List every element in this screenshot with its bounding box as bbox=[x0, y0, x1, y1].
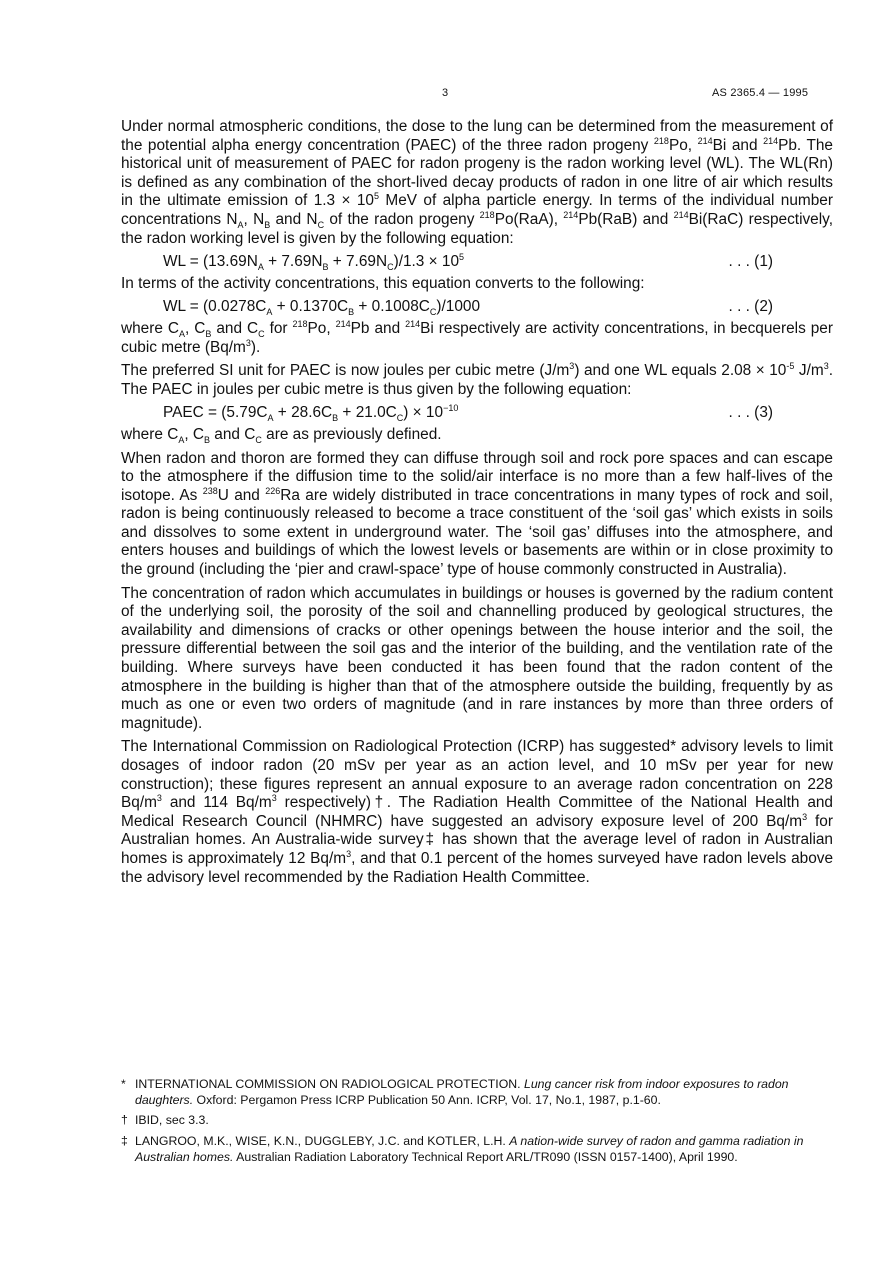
equation-1-body: WL = $(13.69N_A + 7.69N_B + 7.69N_C)/1.3 \times 10^5$ bbox=[163, 252, 465, 273]
paragraph-accumulation: The concentration of radon which accumulates in buildings or houses is governed by the radium content of the underlying soil, the porosity of the soil and channelling produced by geological structures, the availability and dimensions of cracks or other openings between the house interior and the soil, the pressure differential between the soil gas and the interior of the building, and the ventilation rate of the building. Where surveys have been conducted it has been found that the radon content of the atmosphere in the building is higher than that of the atmosphere outside the building, frequently by as much as one or even two orders of magnitude (and in rare instances by more than three orders of magnitude). bbox=[121, 584, 833, 732]
footnotes bbox=[121, 1076, 821, 1169]
paragraph-where-1: where $C_A$, $C_B$ and $C_C$ for $^{218}$Po, $^{214}$Pb and $^{214}$Bi respectively are activity concentrations, in becquerels per cubic metre $(Bq/m^3)$. bbox=[121, 318, 833, 356]
paragraph-icrp: The International Commission on Radiological Protection (ICRP) has suggested* advisory levels to limit dosages of indoor radon (20 mSv per year as an action level, and 10 mSv per year for new construction); these figures represent an annual exposure to an average radon concentration on 228 $Bq/m^3$ and 114 $Bq/m^3$ respectively)†. The Radiation Health Committee of the National Health and Medical Research Council (NHMRC) have suggested an advisory exposure level of 200 $Bq/m^3$ for Australian homes. An Australia-wide survey‡ has shown that the average level of radon in Australian homes is approximately 12 $Bq/m^3$, and that 0.1 percent of the homes surveyed have radon levels above the advisory level recommended by the Radiation Health Committee. bbox=[121, 738, 834, 886]
footnote-mark: * bbox=[121, 1077, 126, 1091]
footnote-1 bbox=[121, 1076, 821, 1108]
equation-2 bbox=[121, 298, 833, 317]
footnote-mark: † bbox=[121, 1113, 128, 1128]
footnote-text: IBID, sec 3.3. bbox=[135, 1113, 209, 1128]
equation-2-body: WL = $(0.0278C_A + 0.1370C_B + 0.1008C_C)/1000$ bbox=[163, 298, 481, 318]
standard-number: AS 2365.4 — 1995 bbox=[712, 87, 809, 99]
equation-3-body: PAEC = $(5.79C_A + 28.6C_B + 21.0C_C) \times 10^{-10}$ bbox=[163, 403, 459, 424]
footnote-text: INTERNATIONAL COMMISSION ON RADIOLOGICAL PROTECTION. Lung cancer risk from indoor exposures to radon daughters. Oxford: Pergamon Press ICRP Publication 50 Ann. ICRP, Vol. 17, No.1, 1987, p.1-60. bbox=[135, 1077, 789, 1108]
equation-3-number: . . . (3) bbox=[728, 404, 773, 422]
equation-1-number: . . . (1) bbox=[728, 253, 773, 271]
equation-2-number: . . . (2) bbox=[728, 298, 773, 316]
paragraph-diffusion: When radon and thoron are formed they can diffuse through soil and rock pore spaces and can escape to the atmosphere if the diffusion time to the solid/air interface is no more than a few half-lives of the isotope. As $^{238}$U and $^{226}$Ra are widely distributed in trace concentrations in many types of rock and soil, radon is being continuously released to become a trace constituent of the ‘soil gas’ which exists in soils and dissolves to some extent in underground water. The ‘soil gas’ diffuses into the atmosphere, and enters houses and buildings of which the lowest levels or basements are within or in close proximity to the ground (including the ‘pier and crawl-space’ type of house commonly constructed in Australia). bbox=[121, 449, 833, 579]
footnote-text: LANGROO, M.K., WISE, K.N., DUGGLEBY, J.C. and KOTLER, L.H. A nation-wide survey of radon and gamma radiation in Australian homes. Australian Radiation Laboratory Technical Report ARL/TR090 (ISSN 0157-1400), April 1990. bbox=[135, 1133, 804, 1164]
equation-1 bbox=[121, 253, 833, 272]
page-number: 3 bbox=[442, 87, 449, 99]
footnote-2 bbox=[121, 1112, 821, 1128]
main-text bbox=[121, 118, 833, 892]
footnote-3 bbox=[121, 1133, 821, 1165]
paragraph-where-2: where $C_A$, $C_B$ and $C_C$ are as previously defined. bbox=[121, 425, 442, 445]
footnote-mark: ‡ bbox=[121, 1133, 128, 1148]
equation-3 bbox=[121, 404, 833, 423]
paragraph-si-unit: The preferred SI unit for PAEC is now joules per cubic metre $(J/m^3)$ and one WL equals $2.08 \times 10^{-5}$ $J/m^3$. The PAEC in joules per cubic metre is thus given by the following equation: bbox=[121, 361, 834, 398]
paragraph-activity: In terms of the activity concentrations, this equation converts to the following: bbox=[121, 274, 645, 292]
paragraph-intro: Under normal atmospheric conditions, the dose to the lung can be determined from the measurement of the potential alpha energy concentration (PAEC) of the three radon progeny $^{218}$Po, $^{214}$Bi and $^{214}$Pb. The historical unit of measurement of PAEC for radon progeny is the radon working level (WL). The WL(Rn) is defined as any combination of the short-lived decay products of radon in one litre of air which results in the ultimate emission of $1.3 \times 10^5$ MeV of alpha particle energy. In terms of the individual number concentrations $N_A$, $N_B$ and $N_C$ of the radon progeny $^{218}$Po(RaA), $^{214}$Pb(RaB) and $^{214}$Bi(RaC) respectively, the radon working level is given by the following equation: bbox=[121, 118, 833, 247]
